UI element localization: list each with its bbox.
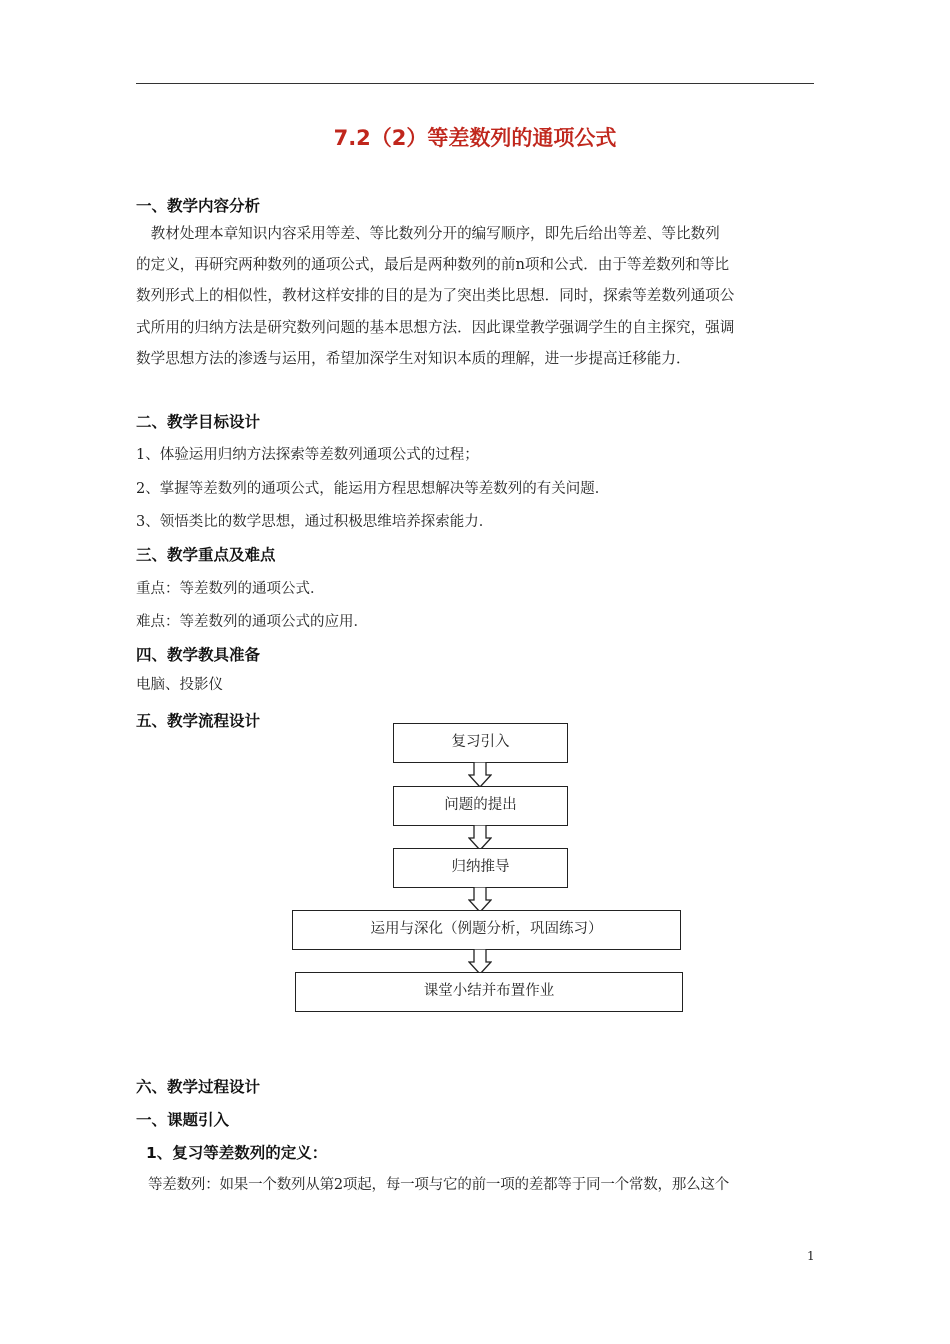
paragraph-line: 数学思想方法的渗透与运用，希望加深学生对知识本质的理解，进一步提高迁移能力． xyxy=(136,349,691,367)
objective-item: 3、领悟类比的数学思想，通过积极思维培养探索能力． xyxy=(136,514,494,530)
flow-arrow-icon xyxy=(468,762,492,788)
subsection-heading-intro: 一、课题引入 xyxy=(136,1111,230,1129)
section-heading-objectives: 二、教学目标设计 xyxy=(136,413,261,431)
objective-item: 2、掌握等差数列的通项公式，能运用方程思想解决等差数列的有关问题． xyxy=(136,481,610,497)
section-heading-process: 六、教学过程设计 xyxy=(136,1078,261,1096)
flow-box-application: 运用与深化（例题分析，巩固练习） xyxy=(292,910,681,950)
flow-box-review: 复习引入 xyxy=(393,723,568,763)
section-heading-flow: 五、教学流程设计 xyxy=(136,712,261,730)
flow-box-induction: 归纳推导 xyxy=(393,848,568,888)
flow-box-summary: 课堂小结并布置作业 xyxy=(295,972,683,1012)
definition-text: 等差数列：如果一个数列从第2项起，每一项与它的前一项的差都等于同一个常数，那么这个 xyxy=(148,1177,730,1193)
content-analysis-paragraph xyxy=(136,218,816,374)
paragraph-line: 的定义，再研究两种数列的通项公式，最后是两种数列的前n项和公式．由于等差数列和等比 xyxy=(136,256,730,274)
page-number: 1 xyxy=(807,1249,815,1263)
tools-text: 电脑、投影仪 xyxy=(136,677,223,693)
section-heading-content-analysis: 一、教学内容分析 xyxy=(136,197,261,215)
document-title: 7.2（2）等差数列的通项公式 xyxy=(333,126,617,150)
difficult-point: 难点：等差数列的通项公式的应用． xyxy=(136,614,368,630)
paragraph-line: 数列形式上的相似性，教材这样安排的目的是为了突出类比思想．同时，探索等差数列通项公 xyxy=(136,287,735,305)
key-point: 重点：等差数列的通项公式． xyxy=(136,581,325,597)
flow-box-question: 问题的提出 xyxy=(393,786,568,826)
section-heading-key-points: 三、教学重点及难点 xyxy=(136,546,276,564)
section-heading-tools: 四、教学教具准备 xyxy=(136,646,261,664)
header-rule xyxy=(136,83,814,84)
paragraph-line: 式所用的归纳方法是研究数列问题的基本思想方法．因此课堂教学强调学生的自主探究，强调 xyxy=(136,318,735,336)
subsubsection-heading-review: 1、复习等差数列的定义： xyxy=(146,1144,328,1162)
objective-item: 1、体验运用归纳方法探索等差数列通项公式的过程； xyxy=(136,447,479,463)
paragraph-line: 教材处理本章知识内容采用等差、等比数列分开的编写顺序，即先后给出等差、等比数列 xyxy=(136,225,720,242)
